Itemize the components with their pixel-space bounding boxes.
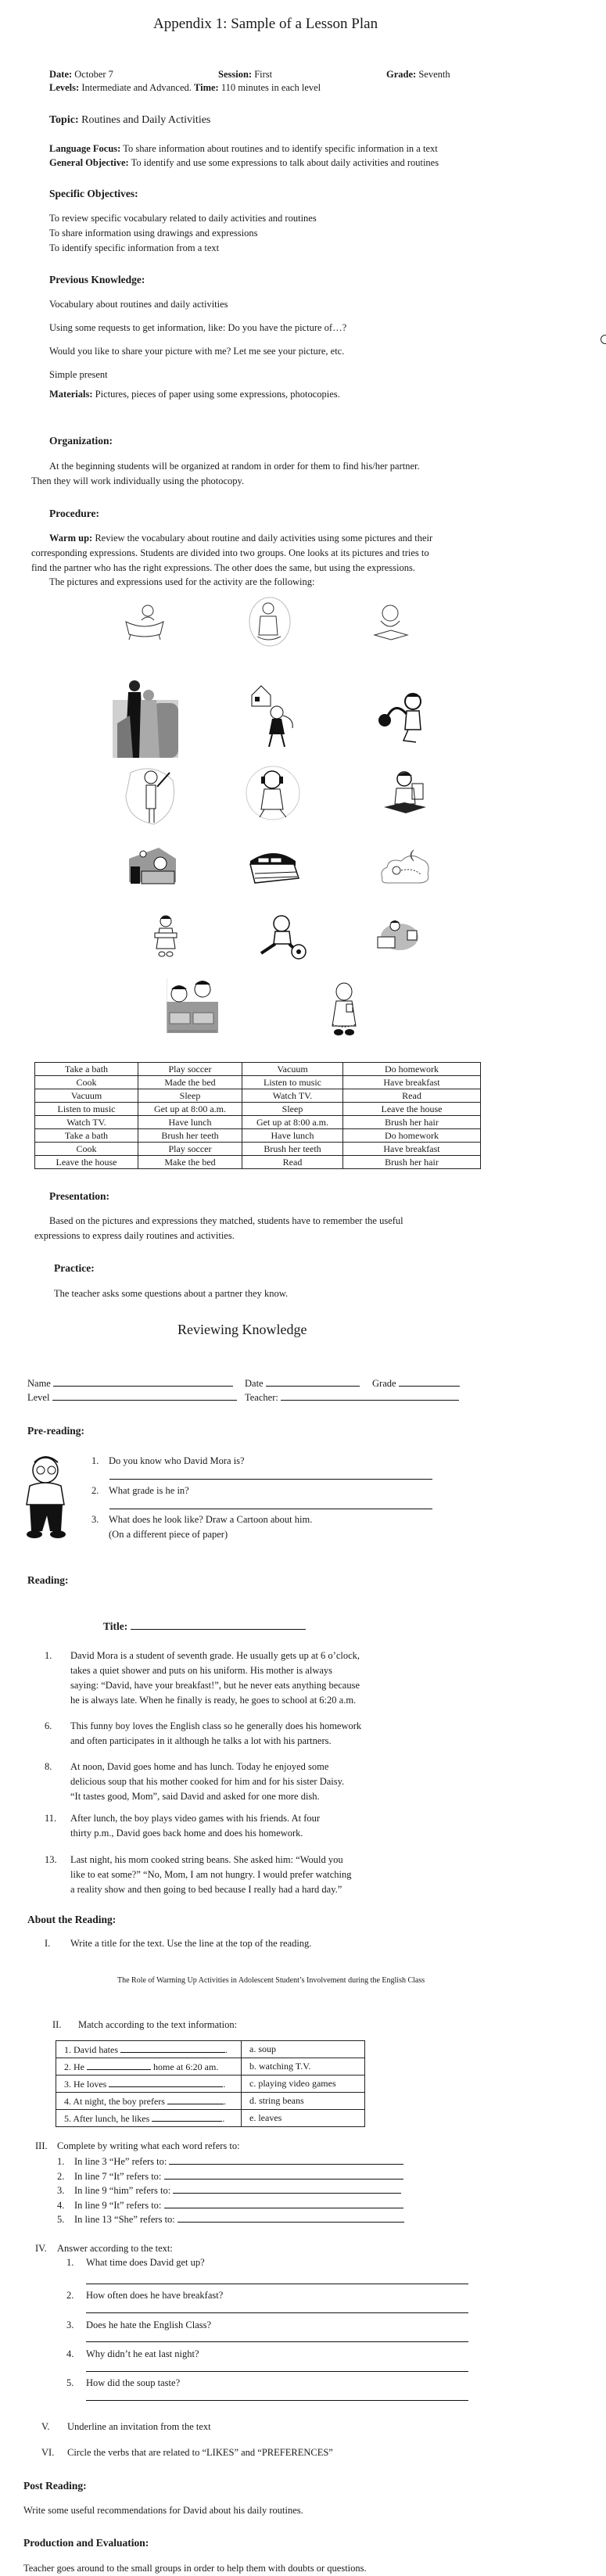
- answer-question: 4. Why didn’t he eat last night?: [66, 2348, 199, 2359]
- knowledge-item: Vocabulary about routines and daily activities: [49, 299, 228, 310]
- presentation-heading: Presentation:: [49, 1190, 109, 1202]
- exercise-5: V. Underline an invitation from the text: [41, 2421, 211, 2432]
- answer-line[interactable]: [86, 2312, 468, 2313]
- play-soccer-picture: [254, 913, 309, 960]
- blank-line[interactable]: [164, 2169, 403, 2180]
- teacher-field: Teacher:: [245, 1390, 459, 1405]
- match-table: [56, 2040, 365, 2127]
- date-line[interactable]: [266, 1376, 360, 1387]
- topic-heading: Topic: Routines and Daily Activities: [49, 114, 211, 126]
- expressions-table: [34, 1062, 481, 1169]
- have-lunch-picture: [328, 981, 360, 1038]
- reading-paragraph: 13. Last night, his mom cooked string beans. She asked him: “Would you like to eat some?” “No, Mom, I am not hungry. I would prefer watching a reality show and then going to bed because I really had a hard day.”: [45, 1854, 352, 1895]
- objective-item: To identify specific information from a text: [49, 242, 220, 253]
- reading-title-line[interactable]: [131, 1620, 306, 1630]
- pre-reading-question: 3. What does he look like? Draw a Cartoon about him.: [91, 1514, 313, 1525]
- running-header: The Role of Warming Up Activities in Adolescent Student’s Involvement during the English Class: [117, 1976, 425, 1985]
- practice-heading: Practice:: [54, 1262, 95, 1274]
- organization-text: Then they will work individually using the photocopy.: [31, 475, 245, 486]
- presentation-text: expressions to express daily routines and activities.: [34, 1230, 235, 1241]
- pre-reading-question: 1. Do you know who David Mora is?: [91, 1455, 245, 1466]
- objective-item: To review specific vocabulary related to daily activities and routines: [49, 213, 317, 224]
- blank-line[interactable]: [120, 2043, 225, 2053]
- blank-line[interactable]: [173, 2183, 401, 2194]
- about-reading-heading: About the Reading:: [27, 1914, 117, 1925]
- reference-item: 1. In line 3 “He” refers to:: [57, 2154, 403, 2168]
- level-field: Level: [27, 1390, 237, 1405]
- answer-question: 2. How often does he have breakfast?: [66, 2290, 224, 2301]
- previous-knowledge-heading: Previous Knowledge:: [49, 274, 145, 285]
- presentation-text: Based on the pictures and expressions they matched, students have to remember the useful: [49, 1215, 403, 1226]
- exercise-2: II. Match according to the text information:: [52, 2019, 238, 2030]
- table-row: 5. After lunch, he likes . e. leaves: [56, 2110, 365, 2127]
- post-reading-text: Write some useful recommendations for David about his daily routines.: [23, 2505, 303, 2516]
- do-homework-picture: [379, 769, 430, 817]
- leave-the-house-picture: [113, 676, 178, 758]
- cartoon-boy-picture: [16, 1453, 78, 1539]
- blank-line[interactable]: [167, 2094, 224, 2104]
- grade-line[interactable]: [399, 1376, 460, 1387]
- session-field: Session: First: [218, 69, 273, 80]
- name-line[interactable]: [53, 1376, 233, 1387]
- table-row: Take a bath Brush her teeth Have lunch Do homework: [35, 1129, 481, 1143]
- reading-heading: Reading:: [27, 1574, 69, 1586]
- language-focus: Language Focus: To share information about routines and to identify specific information in a text: [49, 143, 438, 154]
- reading-paragraph: 1. David Mora is a student of seventh grade. He usually gets up at 6 o’clock, takes a quiet shower and puts on his uniform. His mother is always saying: “David, have your breakfast!”, but he never eats anything because he is always late. When he finally is ready, he goes to school at 6:20 a.m.: [45, 1650, 360, 1706]
- knowledge-item: Would you like to share your picture with me? Let me see your picture, etc.: [49, 346, 345, 357]
- teacher-line[interactable]: [281, 1390, 459, 1401]
- blank-line[interactable]: [169, 2154, 403, 2165]
- edge-marker-icon: [601, 335, 606, 344]
- exercise-1: I. Write a title for the text. Use the line at the top of the reading.: [45, 1938, 312, 1949]
- brush-teeth-picture: [166, 978, 219, 1034]
- objective-item: To share information using drawings and expressions: [49, 228, 258, 239]
- brush-her-hair-picture: [121, 765, 180, 827]
- answer-question: 1. What time does David get up?: [66, 2257, 205, 2268]
- procedure-heading: Procedure:: [49, 508, 99, 519]
- answer-line[interactable]: [109, 1479, 432, 1480]
- blank-line[interactable]: [177, 2212, 404, 2223]
- reading-paragraph: 6. This funny boy loves the English class so he generally does his homework and often participates in it although he talks a lot with his partners.: [45, 1720, 362, 1746]
- cook-picture: [246, 594, 293, 649]
- pre-reading-question: 2. What grade is he in?: [91, 1485, 189, 1496]
- table-row: 4. At night, the boy prefers . d. string beans: [56, 2093, 365, 2110]
- watch-tv-picture: [375, 919, 419, 952]
- procedure-text: The pictures and expressions used for the activity are the following:: [49, 576, 315, 587]
- procedure-text: find the partner who has the right expressions. The other does the same, but using the expressions.: [31, 562, 415, 573]
- table-row: 1. David hates . a. soup: [56, 2041, 365, 2058]
- get-up-picture: [127, 846, 177, 889]
- grade-line-field: Grade: [372, 1376, 460, 1391]
- pre-reading-heading: Pre-reading:: [27, 1425, 84, 1437]
- grade-field: Grade: Seventh: [386, 69, 450, 80]
- reference-item: 3. In line 9 “him” refers to:: [57, 2183, 401, 2197]
- practice-text: The teacher asks some questions about a partner they know.: [54, 1288, 289, 1299]
- reference-item: 2. In line 7 “It” refers to:: [57, 2169, 403, 2183]
- blank-line[interactable]: [87, 2060, 151, 2070]
- organization-text: At the beginning students will be organized at random in order for them to find his/her partner.: [49, 461, 420, 472]
- blank-line[interactable]: [164, 2198, 403, 2208]
- reference-item: 4. In line 9 “It” refers to:: [57, 2198, 403, 2212]
- procedure-text: corresponding expressions. Students are divided into two groups. One looks at its pictures and tries to: [31, 547, 429, 558]
- page-title: Appendix 1: Sample of a Lesson Plan: [153, 16, 378, 32]
- pre-reading-note: (On a different piece of paper): [109, 1529, 228, 1540]
- organization-heading: Organization:: [49, 435, 113, 447]
- exercise-3: III. Complete by writing what each word refers to:: [35, 2140, 240, 2151]
- answer-question: 5. How did the soup taste?: [66, 2377, 181, 2388]
- reading-title-field: Title:: [103, 1620, 306, 1633]
- table-row: Cook Play soccer Brush her teeth Have breakfast: [35, 1143, 481, 1156]
- procedure-text: Warm up: Review the vocabulary about routine and daily activities using some pictures and their: [49, 533, 433, 544]
- general-objective: General Objective: To identify and use some expressions to talk about daily activities and routines: [49, 157, 439, 168]
- reading-paragraph: 11. After lunch, the boy plays video games with his friends. At four thirty p.m., David goes back home and does his homework.: [45, 1813, 321, 1839]
- name-field: Name: [27, 1376, 233, 1391]
- vacuum-house-picture: [250, 679, 297, 751]
- take-a-bath-picture: [121, 594, 168, 645]
- answer-question: 3. Does he hate the English Class?: [66, 2319, 212, 2330]
- post-reading-heading: Post Reading:: [23, 2480, 87, 2492]
- table-row: Cook Made the bed Listen to music Have breakfast: [35, 1076, 481, 1089]
- answer-line[interactable]: [86, 2400, 468, 2401]
- date-field: Date: October 7: [49, 69, 113, 80]
- table-row: Watch TV. Have lunch Get up at 8:00 a.m. Brush her hair: [35, 1116, 481, 1129]
- vacuum-picture: [375, 688, 430, 747]
- worksheet-title: Reviewing Knowledge: [177, 1322, 307, 1337]
- specific-objectives-heading: Specific Objectives:: [49, 188, 138, 199]
- table-row: Vacuum Sleep Watch TV. Read: [35, 1089, 481, 1103]
- table-row: Take a bath Play soccer Vacuum Do homework: [35, 1063, 481, 1076]
- table-row: Listen to music Get up at 8:00 a.m. Sleep Leave the house: [35, 1103, 481, 1116]
- materials: Materials: Pictures, pieces of paper using some expressions, photocopies.: [49, 389, 340, 400]
- answer-line[interactable]: [86, 2341, 468, 2342]
- exercise-4: IV. Answer according to the text:: [35, 2243, 173, 2254]
- table-row: 2. He home at 6:20 am. b. watching T.V.: [56, 2058, 365, 2076]
- blank-line[interactable]: [152, 2111, 222, 2122]
- table-row: Leave the house Make the bed Read Brush her hair: [35, 1156, 481, 1169]
- answer-line[interactable]: [86, 2371, 468, 2372]
- listen-to-music-picture: [245, 765, 301, 821]
- blank-line[interactable]: [109, 2077, 223, 2087]
- levels-time-field: Levels: Intermediate and Advanced. Time: 110 minutes in each level: [49, 82, 321, 93]
- make-the-bed-picture: [246, 846, 301, 887]
- date-line-field: Date: [245, 1376, 360, 1391]
- reading-paragraph: 8. At noon, David goes home and has lunch. Today he enjoyed some delicious soup that his mother cooked for him and for his sister Daisy. “It tastes good, Mom”, said David and asked for one more dish.: [45, 1761, 345, 1802]
- exercise-6: VI. Circle the verbs that are related to “LIKES” and “PREFERENCES”: [41, 2447, 333, 2458]
- table-row: 3. He loves . c. playing video games: [56, 2076, 365, 2093]
- level-line[interactable]: [52, 1390, 237, 1401]
- knowledge-item: Simple present: [49, 369, 108, 380]
- have-breakfast-picture: [152, 913, 179, 959]
- production-heading: Production and Evaluation:: [23, 2537, 149, 2549]
- sleep-picture: [378, 846, 432, 887]
- read-picture: [368, 598, 414, 645]
- knowledge-item: Using some requests to get information, like: Do you have the picture of…?: [49, 322, 347, 333]
- reference-item: 5. In line 13 “She” refers to:: [57, 2212, 404, 2226]
- production-text: Teacher goes around to the small groups in order to help them with doubts or questions.: [23, 2563, 367, 2574]
